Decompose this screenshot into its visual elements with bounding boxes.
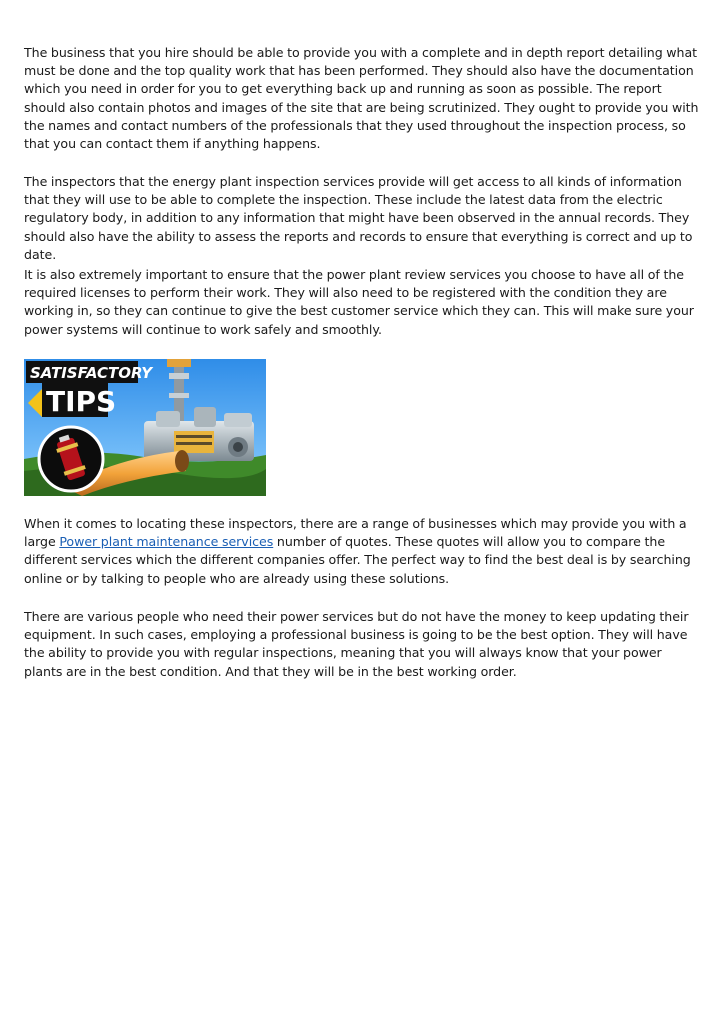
power-plant-maintenance-link[interactable]: Power plant maintenance services <box>59 534 274 550</box>
paragraph-professional-business: There are various people who need their power services but do not have the money to keep updating their equipment. In such cases, employing a professional business is going to be the best option. They will have the ability to provide you with regular inspections, meaning that you will always know that your power plants are in the best condition. And that they will be in the best working order. <box>24 609 689 679</box>
paragraph-report: The business that you hire should be able to provide you with a complete and in depth report detailing what must be done and the top quality work that has been performed. They should also have the documentation which you need in order for you to get everything back up and running as soon as possible. The report should also contain photos and images of the site that are being scrutinized. They ought to provide you with the names and contact numbers of the professionals that they used throughout the inspection process, so that you can contact them if anything happens. <box>24 45 699 152</box>
satisfactory-tips-illustration <box>24 359 266 496</box>
article-image <box>24 359 266 496</box>
paragraph-locating-inspectors <box>24 515 700 588</box>
image-title-line2: TIPS <box>46 385 117 418</box>
paragraph-licenses: It is also extremely important to ensure that the power plant review services you choose to have all of the required licenses to perform their work. They will also need to be registered with the condition they are working in, so they can continue to give the best customer service which they can. This will make sure your power systems will continue to work safely and smoothly. <box>24 267 694 337</box>
paragraph-inspectors: The inspectors that the energy plant inspection services provide will get access to all kinds of information that they will use to be able to complete the inspection. These include the latest data from the electric regulatory body, in addition to any information that might have been observed in the annual records. They should also have the ability to assess the reports and records to ensure that everything is correct and up to date. <box>24 174 693 262</box>
paragraph-text-before-link: When it comes to locating these inspectors, there are a range of businesses which may provide you with a large <box>24 516 687 550</box>
image-title-line1: SATISFACTORY <box>30 364 153 382</box>
paragraph-text-after-link: number of quotes. These quotes will allow you to compare the different services which the different companies offer. The perfect way to find the best deal is by searching online or by talking to people who are already using these solutions. <box>24 534 691 586</box>
